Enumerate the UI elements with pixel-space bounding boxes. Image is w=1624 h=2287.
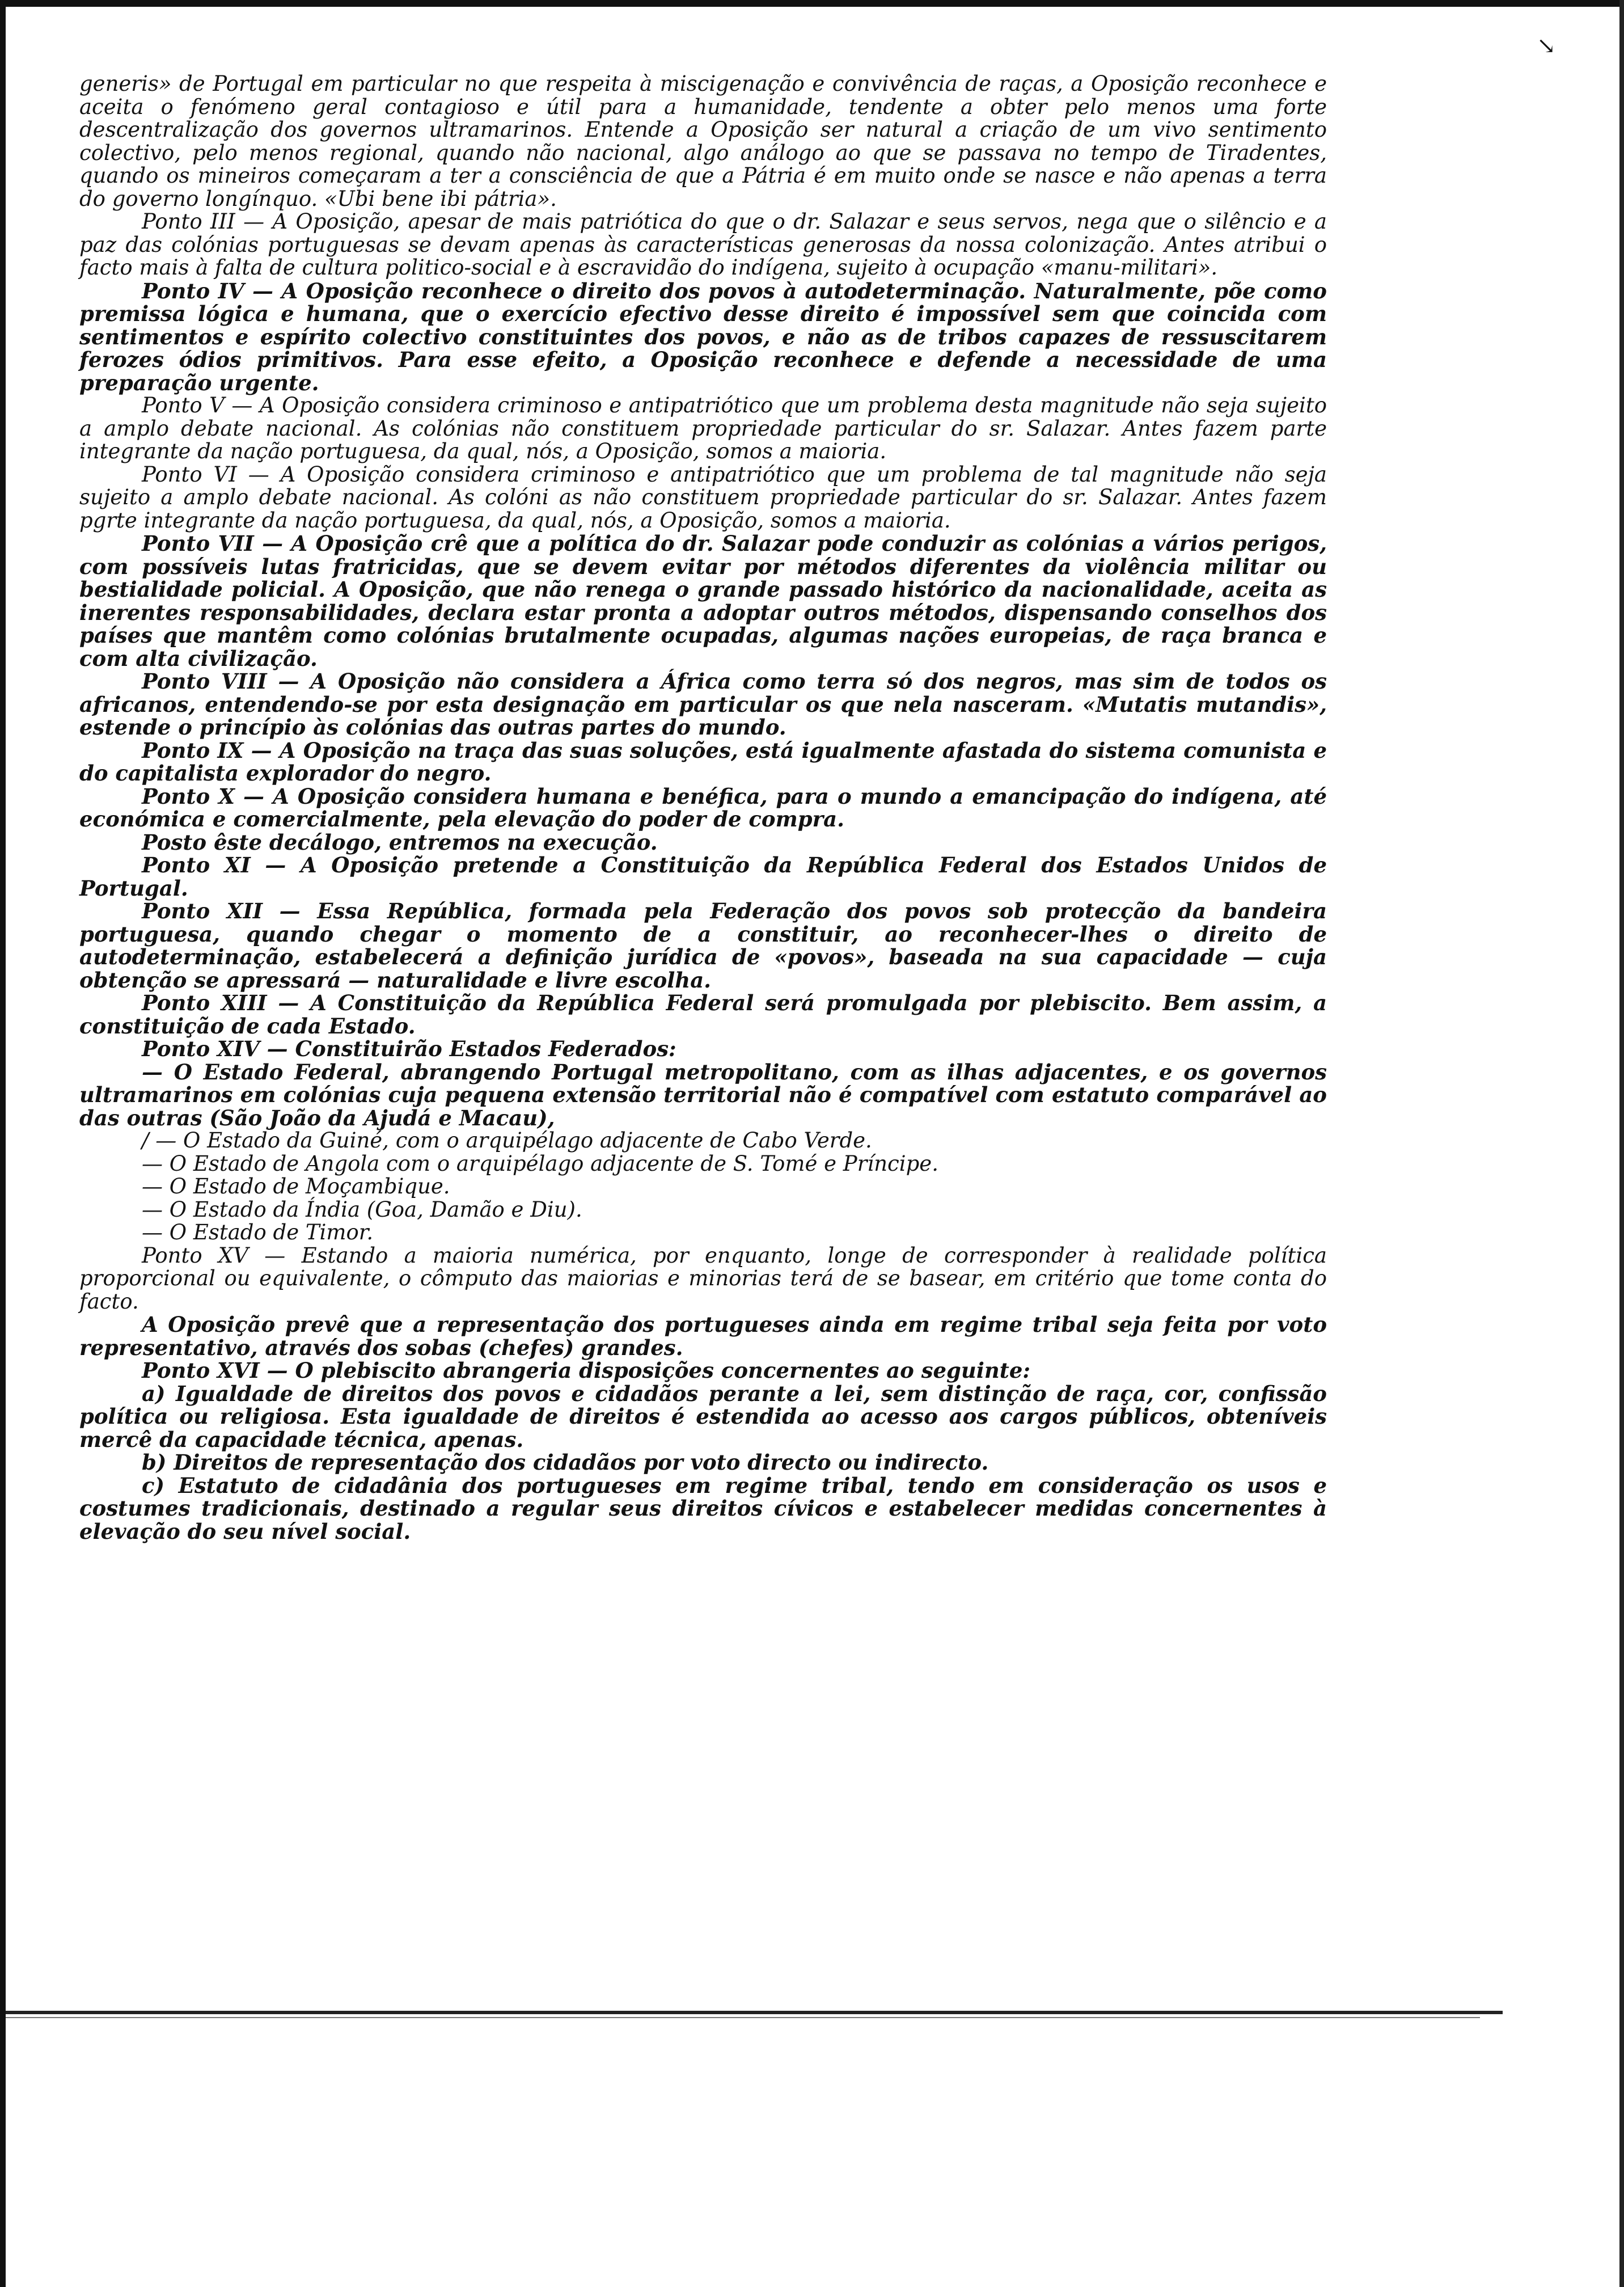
paragraph-ponto-xiii: Ponto XIII — A Constituição da República Federal será promulgada por plebiscito. Bem assim, a constituição de cada Estado.	[79, 990, 1327, 1039]
paragraph-representacao: A Oposição prevê que a representação dos portugueses ainda em regime tribal seja feita por voto representativo, através dos sobas (chefes) grandes.	[79, 1312, 1327, 1360]
paragraph-ponto-xii: Ponto XII — Essa República, formada pela Federação dos povos sob protecção da bandeira portuguesa, quando chegar o momento de a constituir, ao reconhecer-lhes o direito de autodeterminação, estabelecerá a definição jurídica de «povos», baseada na sua capacidade — cuja obtenção se apressará — naturalidade e livre escolha.	[79, 898, 1327, 993]
scan-border-top	[0, 0, 1624, 7]
list-item-estado-guine: / — O Estado da Guiné, com o arquipélago adjacente de Cabo Verde.	[142, 1128, 872, 1153]
paragraph-ponto-x: Ponto X — A Oposição considera humana e benéfica, para o mundo a emancipação do indígena, até económica e comercialmente, pela elevação do poder de compra.	[79, 783, 1327, 832]
list-item-estado-federal: — O Estado Federal, abrangendo Portugal metropolitano, com as ilhas adjacentes, e os governos ultramarinos em colónias cuja pequena extensão territorial não é compatível com estatuto comparável ao das outras (São João da Ajudá e Macau),	[79, 1059, 1327, 1130]
list-item-estado-mocambique: — O Estado de Moçambique.	[142, 1174, 450, 1199]
list-item-estado-india: — O Estado da Índia (Goa, Damão e Diu).	[142, 1197, 582, 1222]
paragraph-ponto-xvi: Ponto XVI — O plebiscito abrangeria disposições concernentes ao seguinte:	[142, 1358, 1031, 1383]
paragraph-ponto-vii: Ponto VII — A Oposição crê que a política do dr. Salazar pode conduzir as colónias a vários perigos, com possíveis lutas fratricidas, que se devem evitar por métodos diferentes da violência militar ou bestialidade policial. A Oposição, que não renega o grande passado histórico da nacionalidade, aceita as inerentes responsabilidades, declara estar pronta a adoptar outros métodos, dispensando conselhos dos países que mantêm como colónias brutalmente ocupadas, algumas nações europeias, de raça branca e com alta civilização.	[79, 531, 1327, 671]
paragraph-ponto-iii: Ponto III — A Oposição, apesar de mais patriótica do que o dr. Salazar e seus servos, nega que o silêncio e a paz das colónias portuguesas se devam apenas às características generosas da nossa colonização. Antes atribui o facto mais à falta de cultura politico-social e à escravidão do indígena, sujeito à ocupação «manu-militari».	[79, 209, 1327, 280]
bottom-rule	[6, 2011, 1503, 2014]
scan-border-left	[0, 0, 6, 2287]
paragraph-ponto-ix: Ponto IX — A Oposição na traça das suas soluções, está igualmente afastada do sistema comunista e do capitalista explorador do negro.	[79, 737, 1327, 786]
paragraph-ponto-viii: Ponto VIII — A Oposição não considera a África como terra só dos negros, mas sim de todos os africanos, entendendo-se por esta designação em particular os que nela nasceram. «Mutatis mutandis», estende o princípio às colónias das outras partes do mundo.	[79, 669, 1327, 740]
paragraph-item-c: c) Estatuto de cidadânia dos portugueses em regime tribal, tendo em consideração os usos e costumes tradicionais, destinado a regular seus direitos cívicos e estabelecer medidas concernentes à elevação do seu nível social.	[79, 1472, 1327, 1544]
bottom-rule-shadow	[6, 2017, 1480, 2018]
list-item-estado-timor: — O Estado de Timor.	[142, 1220, 374, 1244]
paragraph-item-b: b) Direitos de representação dos cidadãos por voto directo ou indirecto.	[142, 1450, 989, 1475]
paragraph-intro: generis» de Portugal em particular no que respeita à miscigenação e convivência de raças, a Oposição reconhece e aceita o fenómeno geral contagioso e útil para a humanidade, tendente a obter pelo menos uma forte descentralização dos governos ultramarinos. Entende a Oposição ser natural a criação de um vivo sentimento colectivo, pelo menos regional, quando não nacional, algo análogo ao que se passava no tempo de Tiradentes, quando os mineiros começaram a ter a consciência de que a Pátria é em muito onde se nasce e não apenas a terra do governo longínquo. «Ubi bene ibi pátria».	[79, 71, 1327, 211]
paragraph-decalogo: Posto êste decálogo, entremos na execução.	[142, 829, 658, 855]
list-item-estado-angola: — O Estado de Angola com o arquipélago adjacente de S. Tomé e Príncipe.	[142, 1151, 938, 1176]
scan-mark: ↘	[1537, 33, 1556, 59]
paragraph-ponto-iv: Ponto IV — A Oposição reconhece o direito dos povos à autodeterminação. Naturalmente, põe como premissa lógica e humana, que o exercício efectivo desse direito é impossível sem que coincida com sentimentos e espírito colectivo constituintes dos povos, e não as de tribos capazes de ressuscitarem ferozes ódios primitivos. Para esse efeito, a Oposição reconhece e defende a necessidade de uma preparação urgente.	[79, 278, 1327, 395]
paragraph-ponto-vi: Ponto VI — A Oposição considera criminoso e antipatriótico que um problema de tal magnitude não seja sujeito a amplo debate nacional. As colóni as não constituem propriedade particular do sr. Salazar. Antes fazem pgrte integrante da nação portuguesa, da qual, nós, a Oposição, somos a maioria.	[79, 462, 1327, 533]
paragraph-ponto-xv: Ponto XV — Estando a maioria numérica, por enquanto, longe de corresponder à realidade política proporcional ou equivalente, o cômputo das maiorias e minorias terá de se basear, em critério que tome conta do facto.	[79, 1243, 1327, 1314]
paragraph-ponto-xi: Ponto XI — A Oposição pretende a Constituição da República Federal dos Estados Unidos de Portugal.	[79, 853, 1327, 901]
document-body	[79, 73, 1327, 1543]
paragraph-item-a: a) Igualdade de direitos dos povos e cidadãos perante a lei, sem distinção de raça, cor, confissão política ou religiosa. Esta igualdade de direitos é estendida ao acesso aos cargos públicos, obteníveis mercê da capacidade técnica, apenas.	[79, 1381, 1327, 1452]
paragraph-ponto-xiv: Ponto XIV — Constituirão Estados Federados:	[142, 1036, 676, 1061]
paragraph-ponto-v: Ponto V — A Oposição considera criminoso e antipatriótico que um problema desta magnitude não seja sujeito a amplo debate nacional. As colónias não constituem propriedade particular do sr. Salazar. Antes fazem parte integrante da nação portuguesa, da qual, nós, a Oposição, somos a maioria.	[79, 393, 1327, 463]
scan-border-right	[1619, 0, 1624, 2287]
